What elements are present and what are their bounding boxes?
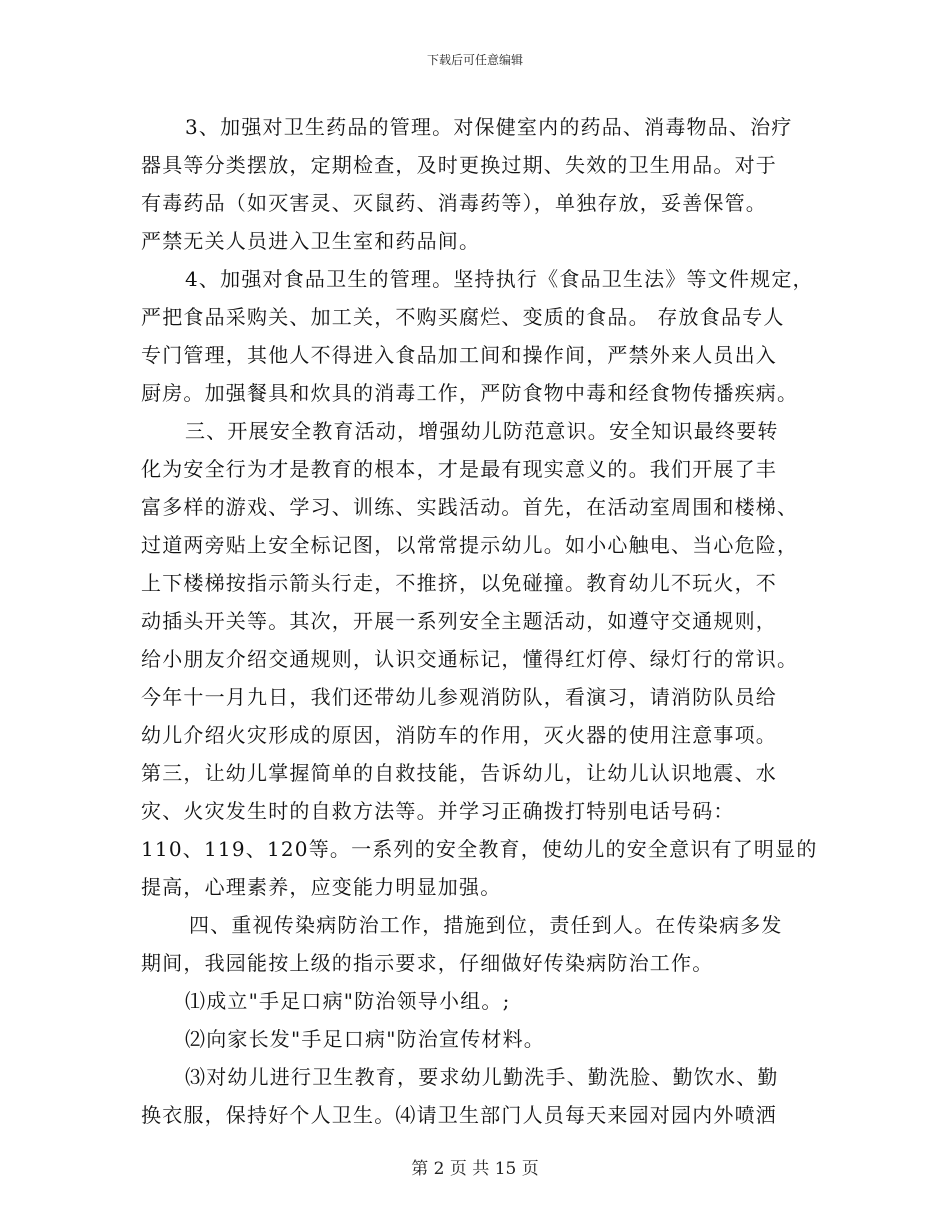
- text-line: 化为安全行为才是教育的根本，才是最有现实意义的。我们开展了丰: [141, 457, 777, 481]
- text-line: 富多样的游戏、学习、训练、实践活动。首先，在活动室周围和楼梯、: [141, 495, 799, 519]
- page-number-footer: 第 2 页 共 15 页: [411, 1159, 539, 1179]
- text-line: ⑴成立"手足口病"防治领导小组。;: [185, 989, 511, 1013]
- text-line: 提高，心理素养，应变能力明显加强。: [141, 875, 502, 899]
- text-line: 四、重视传染病防治工作，措施到位，责任到人。在传染病多发: [189, 913, 783, 937]
- text-line: 有毒药品（如灭害灵、灭鼠药、消毒药等），单独存放，妥善保管。: [141, 191, 767, 215]
- text-line: 第三，让幼儿掌握简单的自救技能，告诉幼儿，让幼儿认识地震、水: [141, 761, 777, 785]
- text-line: 110、119、120等。一系列的安全教育，使幼儿的安全意识有了明显的: [141, 837, 818, 861]
- text-line: 幼儿介绍火灾形成的原因，消防车的作用，灭火器的使用注意事项。: [141, 723, 777, 747]
- text-line: 上下楼梯按指示箭头行走，不推挤，以免碰撞。教育幼儿不玩火，不: [141, 571, 777, 595]
- text-line: ⑵向家长发"手足口病"防治宣传材料。: [185, 1027, 545, 1051]
- text-line: 严禁无关人员进入卫生室和药品间。: [141, 229, 481, 253]
- text-line: 4、加强对食品卫生的管理。坚持执行《食品卫生法》等文件规定，: [185, 267, 814, 291]
- text-line: 过道两旁贴上安全标记图，以常常提示幼儿。如小心触电、当心危险，: [141, 533, 799, 557]
- text-line: 3、加强对卫生药品的管理。对保健室内的药品、消毒物品、治疗: [185, 115, 793, 139]
- text-line: 换衣服，保持好个人卫生。⑷请卫生部门人员每天来园对园内外喷洒: [141, 1103, 777, 1127]
- text-line: 器具等分类摆放，定期检查，及时更换过期、失效的卫生用品。对于: [141, 153, 777, 177]
- text-line: 严把食品采购关、加工关，不购买腐烂、变质的食品。 存放食品专人: [141, 305, 785, 329]
- text-line: 厨房。加强餐具和炊具的消毒工作，严防食物中毒和经食物传播疾病。: [141, 381, 799, 405]
- page-header: 下载后可任意编辑: [426, 53, 523, 67]
- text-line: ⑶对幼儿进行卫生教育，要求幼儿勤洗手、勤洗脸、勤饮水、勤: [185, 1065, 779, 1089]
- text-line: 专门管理，其他人不得进入食品加工间和操作间，严禁外来人员出入: [141, 343, 777, 367]
- text-line: 今年十一月九日，我们还带幼儿参观消防队，看演习，请消防队员给: [141, 685, 777, 709]
- text-line: 给小朋友介绍交通规则，认识交通标记，懂得红灯停、绿灯行的常识。: [141, 647, 799, 671]
- text-line: 期间，我园能按上级的指示要求，仔细做好传染病防治工作。: [141, 951, 714, 975]
- text-line: 三、开展安全教育活动，增强幼儿防范意识。安全知识最终要转: [185, 419, 779, 443]
- text-line: 动插头开关等。其次，开展一系列安全主题活动，如遵守交通规则，: [141, 609, 777, 633]
- document-body: [141, 108, 818, 1134]
- text-line: 灾、火灾发生时的自救方法等。并学习正确拨打特别电话号码：: [141, 799, 735, 823]
